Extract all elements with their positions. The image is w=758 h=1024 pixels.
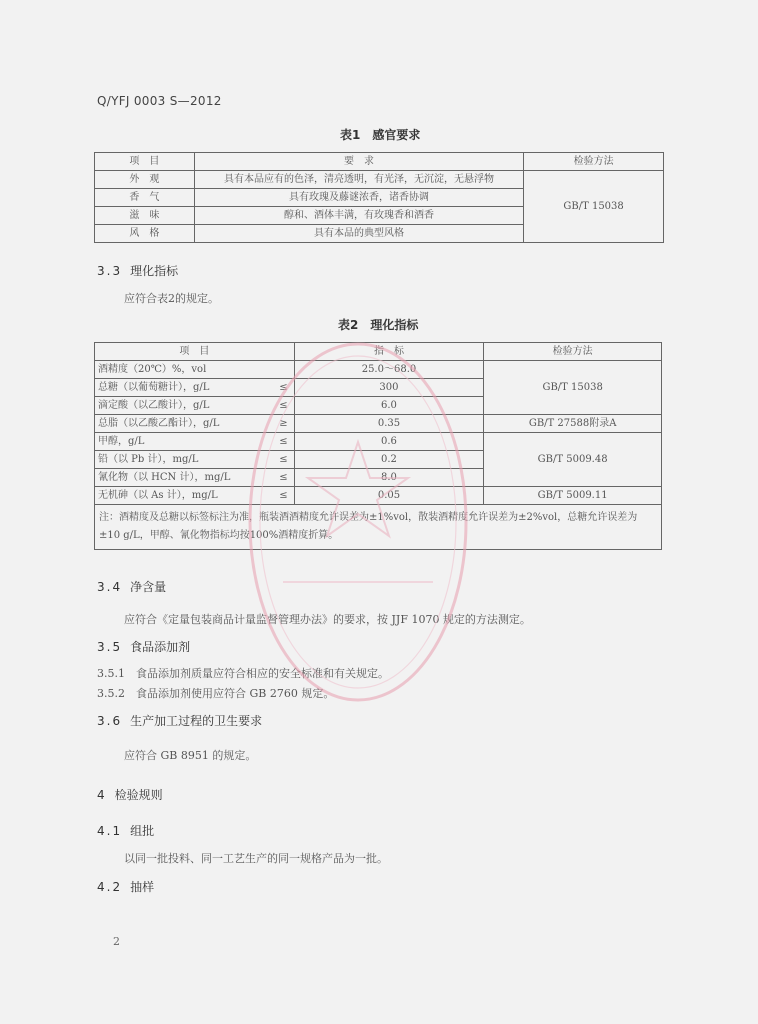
row-value: 25.0～68.0	[294, 361, 484, 379]
row-item: 总脂（以乙酸乙酯计），g/L	[98, 418, 220, 429]
row-item: 总糖（以葡萄糖计），g/L	[98, 382, 210, 393]
row-operator: ≥	[279, 418, 288, 429]
row-operator: ≤	[279, 472, 288, 483]
row-operator: ≤	[279, 454, 288, 465]
row-requirement: 具有玫瑰及藤谜浓香，诸香协调	[194, 189, 523, 207]
row-item: 风 格	[95, 225, 195, 243]
company-seal-stamp	[238, 332, 478, 732]
table-note: 注：酒精度及总糖以标签标注为准，瓶装酒酒精度允许误差为±1%vol，散装酒精度允许误差为±2%vol，总糖允许误差为±10 g/L，甲醇、氰化物指标均按100%酒精度折算。	[95, 505, 662, 550]
row-value: 0.6	[294, 433, 484, 451]
row-item: 无机砷（以 As 计），mg/L	[98, 490, 218, 501]
row-item: 香 气	[95, 189, 195, 207]
row-operator: ≤	[279, 490, 288, 501]
section-number: 3.4	[97, 580, 123, 594]
table2-title: 表2 理化指标	[338, 318, 419, 332]
row-method: GB/T 5009.11	[484, 487, 662, 505]
section-3-5-heading	[97, 638, 190, 655]
section-4-1-heading	[97, 822, 154, 839]
header-method: 检验方法	[524, 153, 664, 171]
row-requirement: 具有本品应有的色泽，清亮透明，有光泽，无沉淀，无悬浮物	[194, 171, 523, 189]
section-title: 净含量	[130, 580, 167, 594]
row-value: 300	[294, 379, 484, 397]
section-3-4-heading	[97, 578, 166, 595]
header-item: 项 目	[95, 343, 295, 361]
row-item: 铅（以 Pb 计），mg/L	[98, 454, 199, 465]
section-title: 抽样	[130, 880, 155, 894]
row-item: 外 观	[95, 171, 195, 189]
row-method: GB/T 15038	[524, 171, 664, 243]
section-title: 理化指标	[130, 264, 179, 278]
table-header-row	[95, 153, 664, 171]
section-number: 3.6	[97, 714, 123, 728]
row-requirement: 醇和、酒体丰满，有玫瑰香和酒香	[194, 207, 523, 225]
section-number: 4	[97, 788, 107, 802]
row-value: 0.2	[294, 451, 484, 469]
header-indicator: 指 标	[294, 343, 484, 361]
section-number: 3.3	[97, 264, 123, 278]
section-3-3-heading	[97, 262, 178, 279]
document-code: Q/YFJ 0003 S—2012	[97, 94, 222, 108]
section-title: 检验规则	[114, 788, 163, 802]
header-requirement: 要 求	[194, 153, 523, 171]
table1-title: 表1 感官要求	[340, 128, 421, 142]
section-3-5-2-text: 3.5.2 食品添加剂使用应符合 GB 2760 规定。	[97, 687, 335, 700]
row-item: 滴定酸（以乙酸计），g/L	[98, 400, 210, 411]
section-title: 食品添加剂	[130, 640, 191, 654]
row-operator: ≤	[279, 382, 288, 393]
section-3-5-1-text: 3.5.1 食品添加剂质量应符合相应的安全标准和有关规定。	[97, 667, 389, 680]
section-number: 4.2	[97, 880, 123, 894]
section-3-4-text: 应符合《定量包装商品计量监督管理办法》的要求，按 JJF 1070 规定的方法测定。	[124, 613, 531, 626]
row-requirement: 具有本品的典型风格	[194, 225, 523, 243]
row-item: 氰化物（以 HCN 计），mg/L	[98, 472, 231, 483]
row-method: GB/T 27588附录A	[484, 415, 662, 433]
section-title: 生产加工过程的卫生要求	[130, 714, 263, 728]
section-number: 4.1	[97, 824, 123, 838]
row-method: GB/T 15038	[484, 361, 662, 415]
table-row	[95, 171, 664, 189]
row-operator: ≤	[279, 436, 288, 447]
row-value: 8.0	[294, 469, 484, 487]
section-title: 组批	[130, 824, 155, 838]
row-value: 6.0	[294, 397, 484, 415]
header-item: 项 目	[95, 153, 195, 171]
row-value: 0.05	[294, 487, 484, 505]
row-item: 滋 味	[95, 207, 195, 225]
header-method: 检验方法	[484, 343, 662, 361]
row-operator: ≤	[279, 400, 288, 411]
section-3-3-text: 应符合表2的规定。	[124, 292, 219, 305]
section-4-1-text: 以同一批投料、同一工艺生产的同一规格产品为一批。	[124, 852, 388, 865]
section-4-heading	[97, 786, 163, 803]
page-number: 2	[113, 935, 120, 948]
section-number: 3.5	[97, 640, 123, 654]
section-4-2-heading	[97, 878, 154, 895]
row-method: GB/T 5009.48	[484, 433, 662, 487]
sensory-requirements-table	[94, 152, 664, 243]
row-item: 甲醇，g/L	[98, 436, 145, 447]
section-3-6-text: 应符合 GB 8951 的规定。	[124, 749, 257, 762]
row-value: 0.35	[294, 415, 484, 433]
row-item: 酒精度（20℃）%，vol	[95, 361, 295, 379]
